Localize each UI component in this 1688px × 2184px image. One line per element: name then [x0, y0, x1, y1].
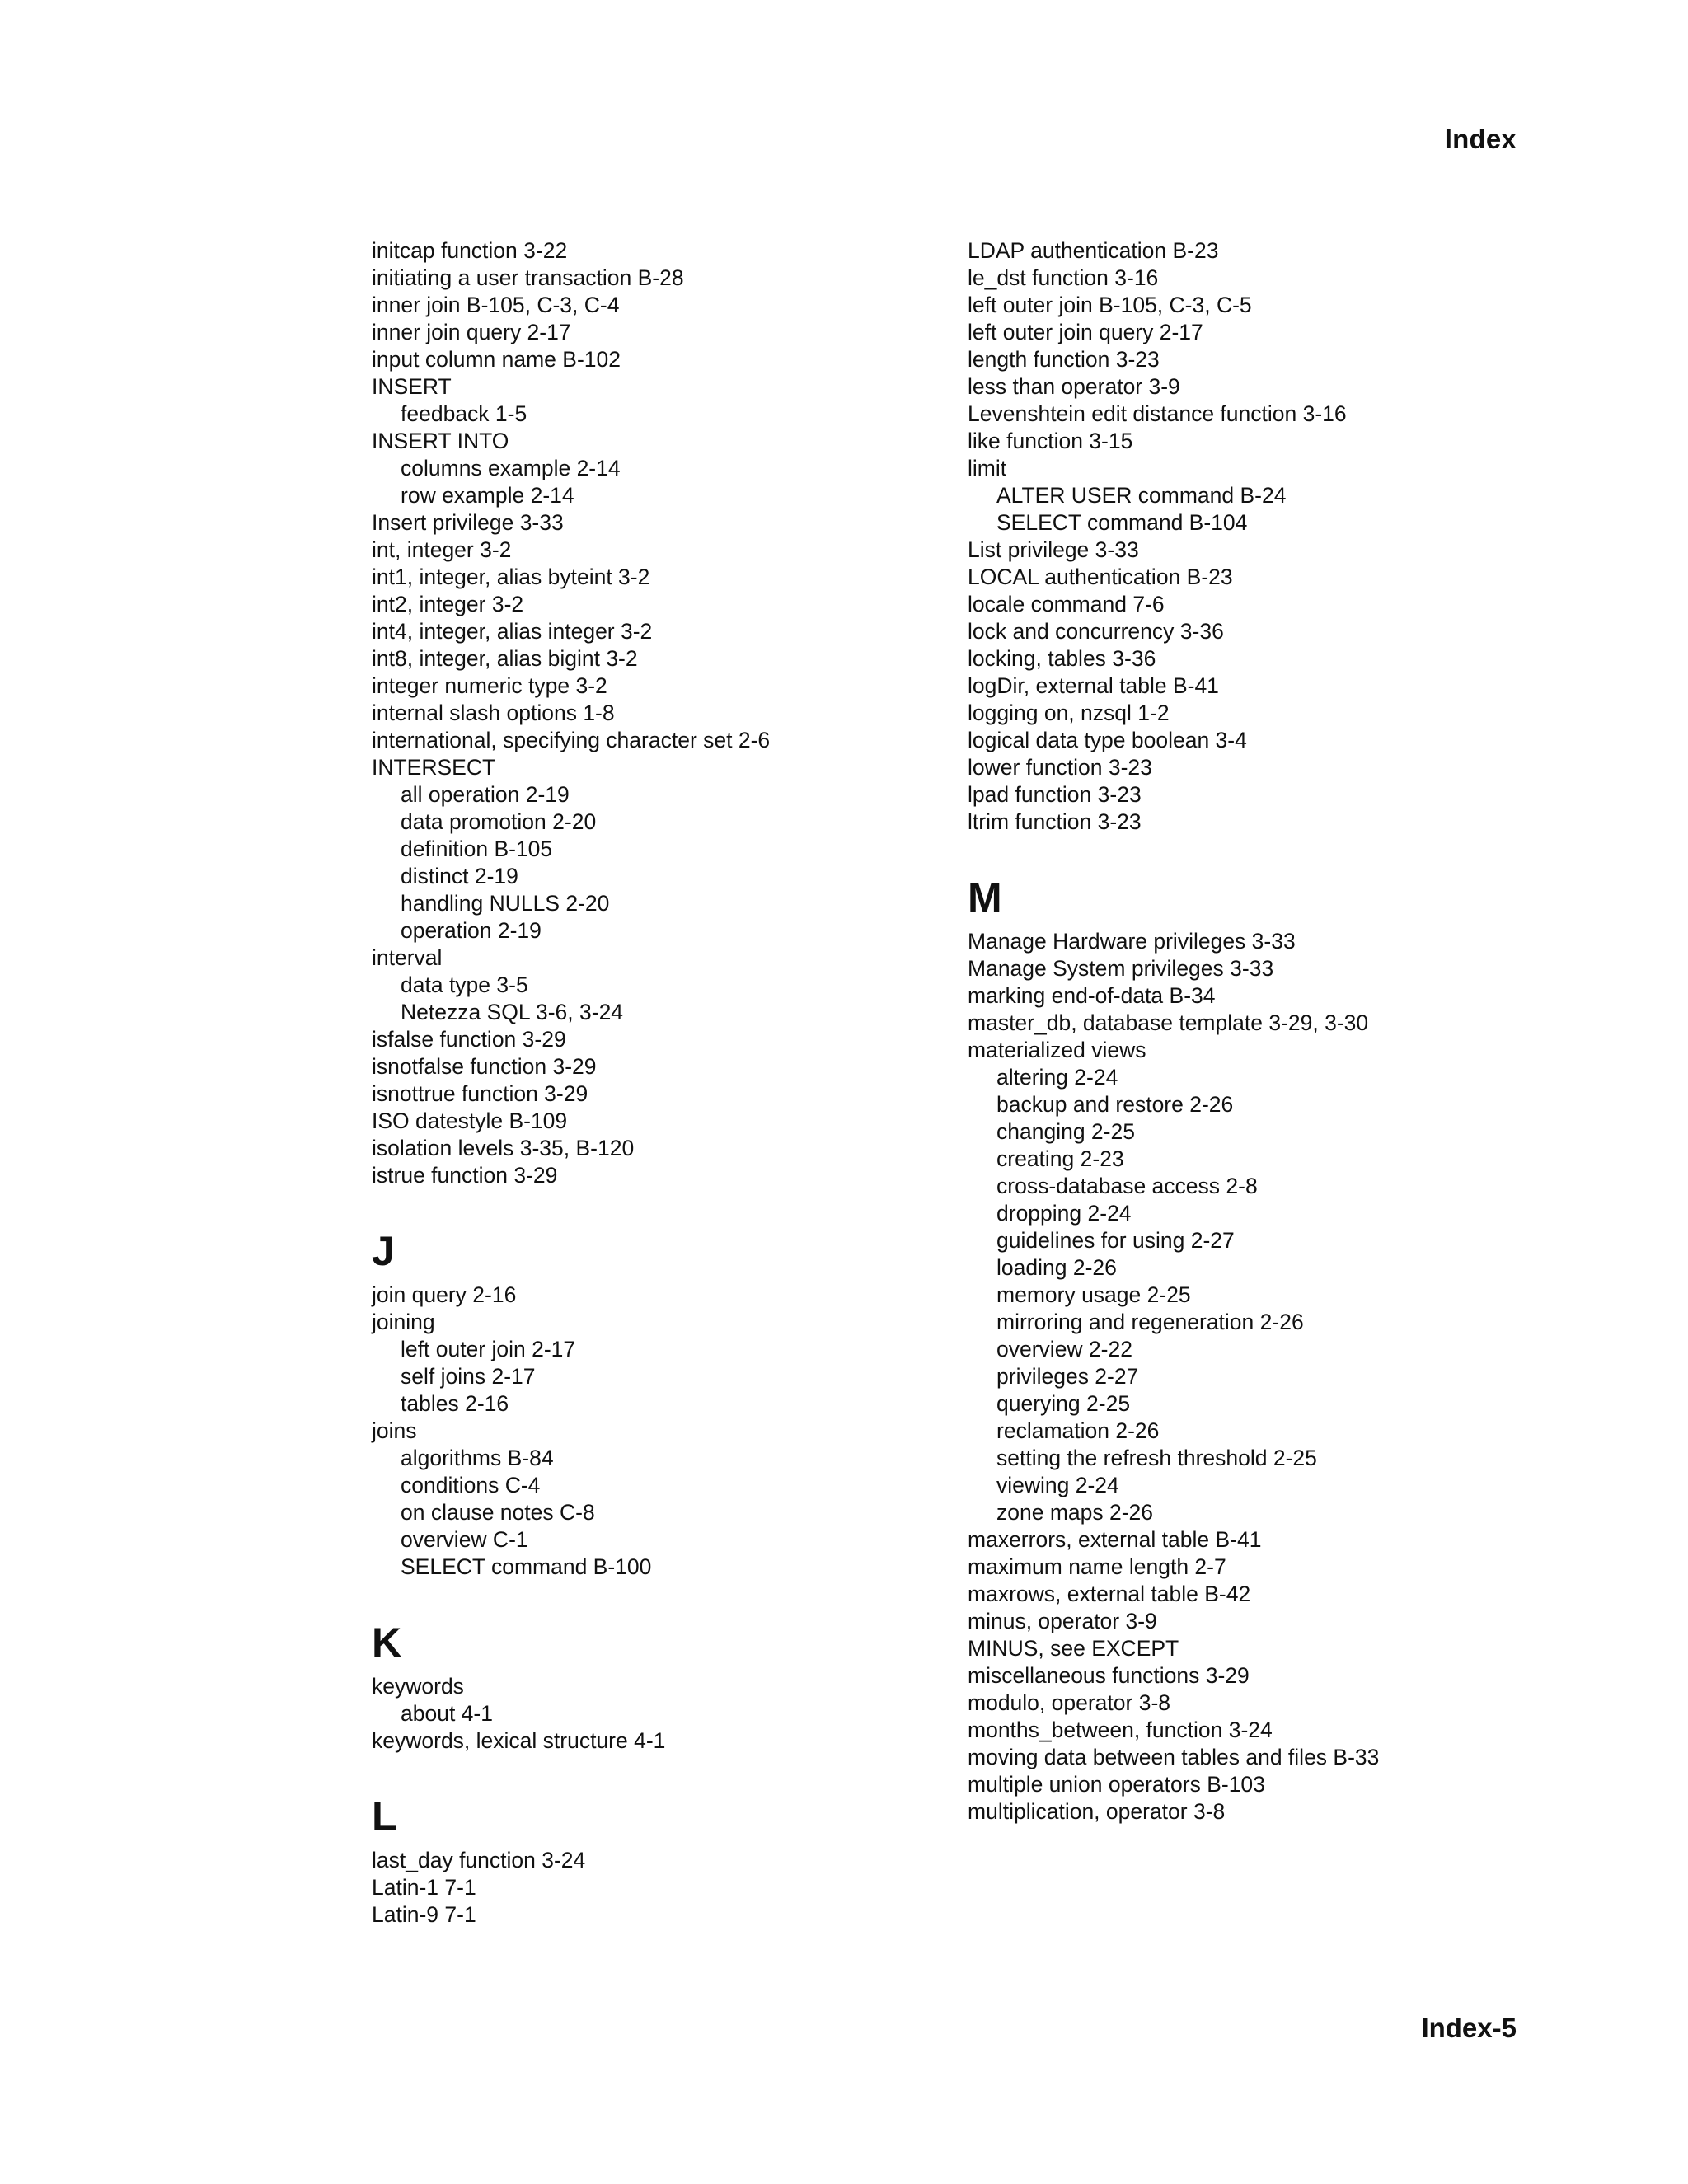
index-entry: like function 3-15: [968, 429, 1133, 453]
section-letter: K: [372, 1619, 402, 1666]
index-entry: input column name B-102: [372, 347, 621, 372]
index-entry: length function 3-23: [968, 347, 1160, 372]
index-column-left: [372, 237, 932, 1929]
index-entry: ltrim function 3-23: [968, 809, 1142, 834]
index-entry: logical data type boolean 3-4: [968, 728, 1247, 752]
index-entry: isnottrue function 3-29: [372, 1081, 588, 1106]
index-subentry: operation 2-19: [401, 918, 542, 943]
index-entry: joining: [372, 1310, 435, 1334]
index-entry: join query 2-16: [372, 1282, 517, 1307]
index-subentry: Netezza SQL 3-6, 3-24: [401, 1000, 624, 1024]
index-entry: logging on, nzsql 1-2: [968, 701, 1170, 725]
index-subentry: altering 2-24: [996, 1065, 1118, 1090]
index-subentry: handling NULLS 2-20: [401, 891, 610, 916]
index-subentry: cross-database access 2-8: [996, 1174, 1258, 1198]
index-entry: int4, integer, alias integer 3-2: [372, 619, 653, 644]
index-subentry: SELECT command B-104: [996, 510, 1248, 535]
index-entry: INSERT INTO: [372, 429, 509, 453]
index-subentry: memory usage 2-25: [996, 1282, 1191, 1307]
index-entry: inner join query 2-17: [372, 320, 571, 344]
index-entry: INSERT: [372, 374, 452, 399]
index-subentry: on clause notes C-8: [401, 1500, 595, 1525]
index-entry: interval: [372, 945, 443, 970]
index-subentry: distinct 2-19: [401, 864, 518, 888]
index-subentry: privileges 2-27: [996, 1364, 1139, 1389]
index-entry: Manage Hardware privileges 3-33: [968, 929, 1296, 954]
index-entry: miscellaneous functions 3-29: [968, 1663, 1250, 1688]
index-entry: maxerrors, external table B-41: [968, 1527, 1262, 1552]
index-entry: materialized views: [968, 1038, 1146, 1062]
index-entry: Insert privilege 3-33: [372, 510, 564, 535]
index-entry: Manage System privileges 3-33: [968, 956, 1274, 981]
section-letter: J: [372, 1228, 395, 1274]
index-entry: LOCAL authentication B-23: [968, 565, 1233, 589]
index-entry: MINUS, see EXCEPT: [968, 1636, 1179, 1661]
index-entry: integer numeric type 3-2: [372, 673, 607, 698]
index-entry: internal slash options 1-8: [372, 701, 615, 725]
index-subentry: changing 2-25: [996, 1119, 1135, 1144]
index-subentry: data type 3-5: [401, 972, 528, 997]
running-head: Index: [1444, 124, 1517, 154]
index-subentry: columns example 2-14: [401, 456, 621, 480]
index-entry: multiplication, operator 3-8: [968, 1799, 1226, 1824]
index-entry: initcap function 3-22: [372, 238, 568, 263]
index-subentry: SELECT command B-100: [401, 1554, 652, 1579]
index-entry: lock and concurrency 3-36: [968, 619, 1224, 644]
index-entry: keywords, lexical structure 4-1: [372, 1728, 666, 1753]
index-subentry: ALTER USER command B-24: [996, 483, 1287, 508]
index-entry: joins: [372, 1418, 417, 1443]
index-entry: isolation levels 3-35, B-120: [372, 1136, 635, 1160]
index-subentry: reclamation 2-26: [996, 1418, 1160, 1443]
index-entry: keywords: [372, 1674, 464, 1699]
index-subentry: all operation 2-19: [401, 782, 570, 807]
index-subentry: creating 2-23: [996, 1146, 1124, 1171]
index-entry: maxrows, external table B-42: [968, 1582, 1251, 1606]
index-entry: int8, integer, alias bigint 3-2: [372, 646, 638, 671]
index-subentry: setting the refresh threshold 2-25: [996, 1446, 1317, 1470]
index-subentry: feedback 1-5: [401, 401, 528, 426]
index-entry: Latin-9 7-1: [372, 1902, 476, 1927]
index-entry: le_dst function 3-16: [968, 265, 1159, 290]
index-entry: Levenshtein edit distance function 3-16: [968, 401, 1347, 426]
index-entry: inner join B-105, C-3, C-4: [372, 293, 620, 317]
index-entry: lower function 3-23: [968, 755, 1152, 780]
index-entry: minus, operator 3-9: [968, 1609, 1157, 1633]
index-column-right: [968, 237, 1545, 1825]
index-entry: moving data between tables and files B-33: [968, 1745, 1380, 1769]
index-entry: ISO datestyle B-109: [372, 1108, 568, 1133]
index-subentry: algorithms B-84: [401, 1446, 554, 1470]
section-letter: M: [968, 874, 1002, 921]
index-subentry: loading 2-26: [996, 1255, 1117, 1280]
index-subentry: backup and restore 2-26: [996, 1092, 1234, 1117]
index-subentry: mirroring and regeneration 2-26: [996, 1310, 1304, 1334]
index-subentry: conditions C-4: [401, 1473, 541, 1497]
index-subentry: left outer join 2-17: [401, 1337, 576, 1361]
page-number: Index-5: [1421, 2013, 1517, 2043]
index-entry: isfalse function 3-29: [372, 1027, 566, 1052]
index-subentry: viewing 2-24: [996, 1473, 1119, 1497]
index-subentry: querying 2-25: [996, 1391, 1131, 1416]
index-entry: modulo, operator 3-8: [968, 1690, 1171, 1715]
index-subentry: row example 2-14: [401, 483, 574, 508]
index-entry: maximum name length 2-7: [968, 1554, 1226, 1579]
index-entry: locale command 7-6: [968, 592, 1165, 616]
index-subentry: overview C-1: [401, 1527, 528, 1552]
index-entry: List privilege 3-33: [968, 537, 1139, 562]
index-entry: limit: [968, 456, 1007, 480]
index-subentry: tables 2-16: [401, 1391, 509, 1416]
index-entry: last_day function 3-24: [372, 1848, 586, 1872]
index-subentry: self joins 2-17: [401, 1364, 536, 1389]
index-entry: left outer join B-105, C-3, C-5: [968, 293, 1252, 317]
index-entry: int, integer 3-2: [372, 537, 512, 562]
section-letter: L: [372, 1793, 397, 1840]
index-entry: multiple union operators B-103: [968, 1772, 1265, 1797]
index-entry: isnotfalse function 3-29: [372, 1054, 597, 1079]
index-entry: master_db, database template 3-29, 3-30: [968, 1010, 1369, 1035]
index-entry: initiating a user transaction B-28: [372, 265, 684, 290]
index-entry: istrue function 3-29: [372, 1163, 558, 1188]
index-subentry: data promotion 2-20: [401, 809, 597, 834]
index-entry: INTERSECT: [372, 755, 496, 780]
index-subentry: about 4-1: [401, 1701, 493, 1726]
index-entry: marking end-of-data B-34: [968, 983, 1216, 1008]
index-subentry: zone maps 2-26: [996, 1500, 1154, 1525]
index-entry: months_between, function 3-24: [968, 1718, 1273, 1742]
index-subentry: guidelines for using 2-27: [996, 1228, 1235, 1253]
index-entry: international, specifying character set 2-6: [372, 728, 771, 752]
index-entry: left outer join query 2-17: [968, 320, 1203, 344]
index-entry: Latin-1 7-1: [372, 1875, 476, 1900]
index-subentry: dropping 2-24: [996, 1201, 1132, 1226]
index-subentry: overview 2-22: [996, 1337, 1132, 1361]
index-entry: LDAP authentication B-23: [968, 238, 1219, 263]
index-entry: less than operator 3-9: [968, 374, 1180, 399]
index-entry: int1, integer, alias byteint 3-2: [372, 565, 650, 589]
index-entry: locking, tables 3-36: [968, 646, 1156, 671]
index-entry: int2, integer 3-2: [372, 592, 524, 616]
index-entry: lpad function 3-23: [968, 782, 1142, 807]
index-subentry: definition B-105: [401, 837, 553, 861]
index-entry: logDir, external table B-41: [968, 673, 1219, 698]
